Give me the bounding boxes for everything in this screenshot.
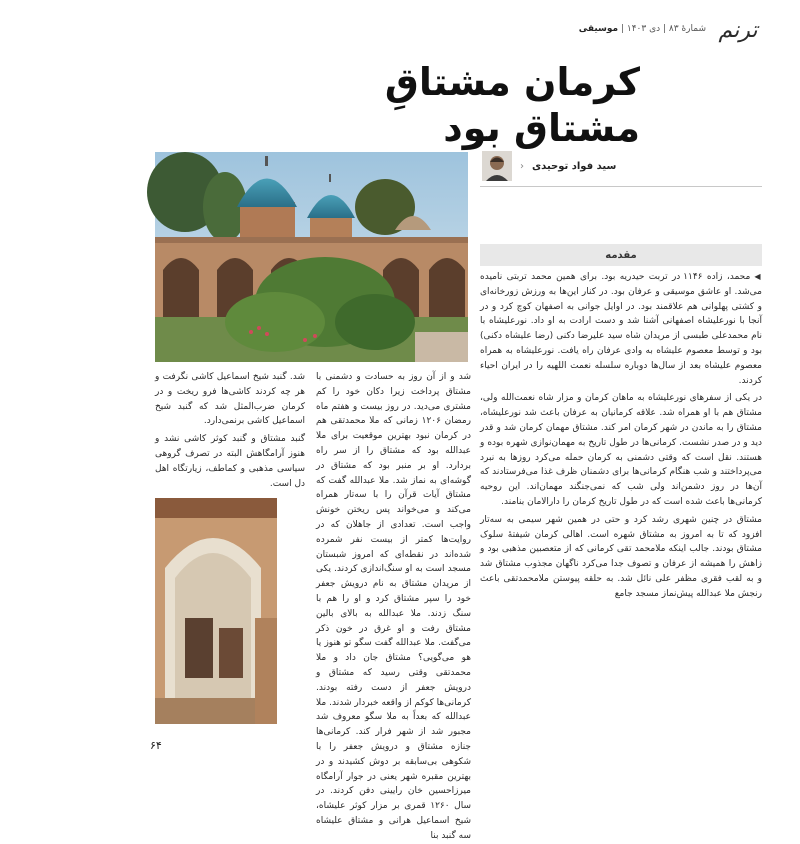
- paragraph: در یکی از سفرهای نورعلیشاه به ماهان کرمان و مزار شاه نعمت‌الله ولی، مشتاق هم با او همراه شد. علاقه کرمانیان به عرفان باعث شد نورعلیشاه، مشتاق را به ماندن در شهر کرمان امر کند. مشتاق مهمان کرمان شد و قدر دید و در صدر نشست. کرمانی‌ها در طول تاریخ به مهمان‌نوازی شهره بوده و هستند. نقل است که وقتی دشمنی به کرمان حمله می‌کرد روزها به نبرد می‌پرداختند و شب هنگام کرمانی‌ها برای دشمنان ظرف غذا می‌فرستادند که آن‌ها در روز دشمن‌اند ولی شب که نمی‌جنگند مهمان‌اند. این روحیه کرمانی‌ها باعث شده است که در طول تاریخ کرمان را دارالامان بنامند.: [480, 393, 762, 507]
- author-name: سید فواد توحیدی: [532, 160, 617, 172]
- paragraph: شد. گنبد شیخ اسماعیل کاشی نگرفت و هر چه کردند کاشی‌ها فرو ریخت و در کرمان ضرب‌المثل شد که گنبد شیخ اسماعیل کاشی برنمی‌دارد.: [155, 372, 305, 427]
- divider: [480, 186, 762, 187]
- author-byline: [482, 150, 762, 182]
- text-column-right: [480, 270, 762, 746]
- section-name: موسیقی: [578, 24, 619, 34]
- issue-info: [579, 24, 706, 34]
- archway-photo: [155, 498, 277, 724]
- paragraph: گنبد مشتاق و گنبد کوثر کاشی نشد و هنوز آرامگاهش البته در تصرف گروهی سیاسی مذهبی و کماطف، زیارتگاه اهل دل است.: [155, 434, 305, 489]
- issue-number: شمارهٔ ۸۳ | دی ۱۴۰۳: [626, 24, 706, 34]
- mausoleum-photo: [155, 152, 468, 362]
- magazine-logo: ترنم: [718, 17, 758, 43]
- article-title: کرمان مشتاقِ مشتاق بود: [384, 60, 640, 150]
- chevron-left-icon: ‹: [520, 160, 524, 172]
- separator: |: [618, 24, 625, 34]
- author-avatar: [482, 151, 512, 181]
- paragraph: ◀ محمد، زاده ۱۱۴۶ در تربت حیدریه بود. برای همین محمد تربتی نامیده می‌شد. او عاشق موسیقی و عرفان بود. در کنار این‌ها به ورزش زورخانه‌ای و کشتی پهلوانی هم علاقمند بود. در اوایل جوانی به اصفهان کوچ کرد و در آنجا با نورعلیشاه اصفهانی آشنا شد و دست ارادت به او داد. نورعلیشاه با نام محمدعلی طبسی از مریدان شاه سید علیرضا دکنی (رضا علیشاه دکنی) بود و توسط معصوم علیشاه به وادی عرفان راه یافت. نورعلیشاه به همراه معصوم علیشاه بعد از سال‌ها دوباره سلسله نعمت اللهیه را در ایران احیاء کردند.: [480, 270, 762, 388]
- paragraph: مشتاق در چنین شهری رشد کرد و حتی در همین شهر سیمی به سه‌تار افزود که تا به امروز به مشتاق شهره است. اهالی کرمان شیفتهٔ سلوک مشتاق بودند. جالب اینکه ملامحمد تقی کرمانی که از متعصبین مذهبی بود و زاهش را همیشه از عرفان و تصوف جدا می‌کرد ناگهان مجذوب مشتاق شد و به لقب فقری مظفر علی نائل شد. به حلقه پیوستن ملامحمدتقی باعث رنجش ملا عبدالله پیش‌نماز مسجد جامع: [480, 514, 762, 599]
- section-heading: مقدمه: [480, 244, 762, 266]
- text-column-middle: [316, 370, 472, 841]
- page-number: ۶۴: [150, 739, 162, 752]
- text-column-left: [155, 370, 305, 490]
- paragraph: شد و از آن روز به حسادت و دشمنی با مشتاق پرداخت زیرا دکان خود را کم مشتری می‌دید. در روز بیست و هفتم ماه رمضان ۱۲۰۶ زمانی که ملا محمدتقی هم در کرمان نبود بهترین موقعیت برای ملا عبدالله بود که مشتاق را از سر راه بردارد. او بر منبر بود که مشتاق در گوشه‌ای به نماز شد. ملا عبدالله گفت که مشتاق آیات قرآن را با سه‌تار همراه می‌کند و می‌خواند پس ریختن خونش واجب است. تعدادی از جاهلان که در روایت‌ها کمتر از بیست نفر شمرده شده‌اند در نقطه‌ای که امروز شبستان مسجد است به او سنگ‌اندازی کردند. یکی از مریدان مشتاق به نام درویش جعفر خود را سپر مشتاق کرد و او را هم با سنگ زدند. ملا عبدالله به بالای بالین مشتاق رفت و او غرق در خون ذکر می‌گفت. ملا عبدالله گفت سگو تو هنوز یا هو می‌گویی؟ مشتاق جان داد و ملا محمدتقی وقتی رسید که مشتاق و درویش جعفر از دست رفته بودند. کرمانی‌ها کوکم از واقعه خبردار شدند. ملا عبدالله که بعداً به ملا سگو معروف شد مجبور شد از شهر فرار کند. کرمانی‌ها جنازه مشتاق و درویش جعفر را با شکوهی بی‌سابقه بر دوش کشیدند و در بهترین مقبره شهر یعنی در جوار آرامگاه میرزاحسین خان رایینی دفن کردند. در سال ۱۲۶۰ قمری بر مزار کوثر علیشاه، شیخ اسماعیل هرانی و مشتاق علیشاه سه گنبد بنا: [316, 372, 472, 841]
